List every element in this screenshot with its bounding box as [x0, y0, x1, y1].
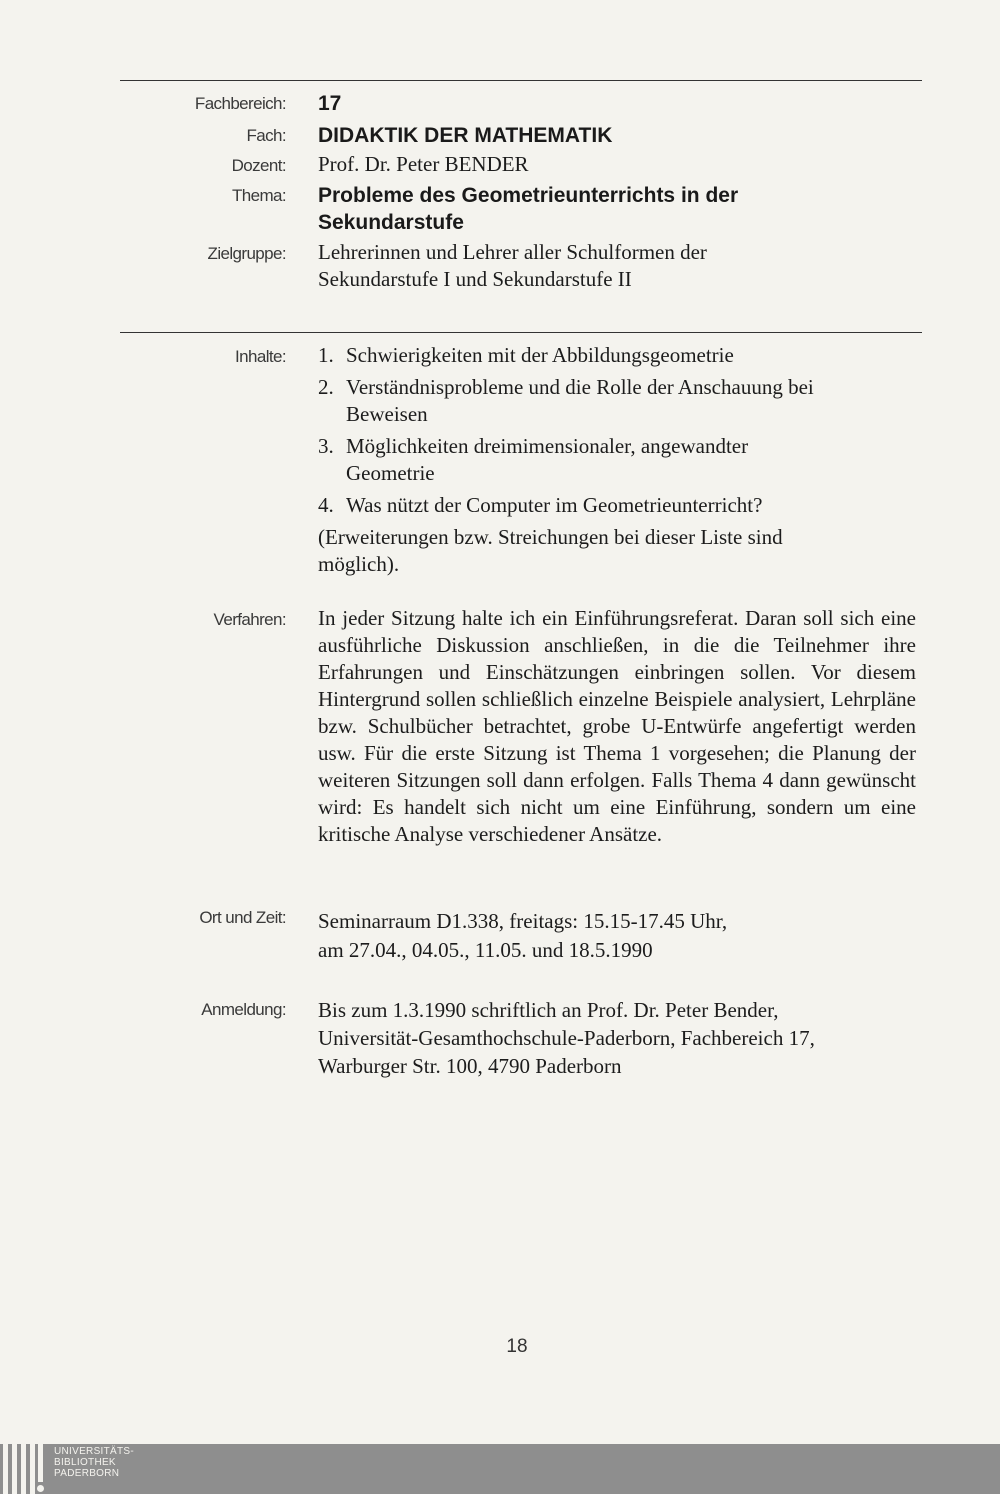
ort-zeit-label: Ort und Zeit:: [199, 908, 286, 927]
section-divider: [120, 332, 922, 333]
library-name-line-1: UNIVERSITÄTS-: [54, 1446, 135, 1457]
ort-zeit-value: [318, 907, 922, 965]
library-name-line-3: PADERBORN: [54, 1468, 120, 1479]
list-item: [318, 433, 922, 487]
fach-label: Fach:: [246, 126, 286, 145]
ort-zeit-line-1: Seminarraum D1.338, freitags: 15.15-17.45 Uhr,: [318, 909, 728, 933]
anmeldung-line-1: Bis zum 1.3.1990 schriftlich an Prof. Dr. Peter Bender,: [318, 998, 779, 1022]
anmeldung-line-2: Universität-Gesamthochschule-Paderborn, Fachbereich 17,: [318, 1026, 815, 1050]
dozent-label: Dozent:: [231, 156, 286, 175]
list-item-number: 4.: [318, 493, 334, 517]
zielgruppe-line-1: Lehrerinnen und Lehrer aller Schulformen der: [318, 240, 707, 264]
list-note-line-2: möglich).: [318, 552, 400, 576]
anmeldung-label: Anmeldung:: [201, 1000, 286, 1019]
list-item: [318, 342, 922, 369]
list-item-text: Möglichkeiten dreimimensionaler, angewandter: [346, 434, 749, 458]
list-item-text-continued: Geometrie: [346, 461, 435, 485]
anmeldung-value: [318, 996, 922, 1080]
verfahren-text: In jeder Sitzung halte ich ein Einführungsreferat. Daran soll sich eine ausführliche Diskussion anschließen, in die die Teilnehmer ihre Erfahrungen und Einschätzungen einbringen sollen. Vor diesem Hintergrund sollen schließlich einzelne Beispiele analysiert, Lehrpläne bzw. Schulbücher betrachtet, grobe U-Entwürfe angefertigt werden usw. Für die erste Sitzung ist Thema 1 vorgesehen; die Planung der weiteren Sitzungen soll dann erfolgen. Falls Thema 4 dann gewünscht wird: Es handelt sich nicht um eine Einführung, sondern um eine kritische Analyse verschiedener Ansätze.: [318, 606, 916, 846]
fachbereich-label: Fachbereich:: [194, 94, 286, 113]
list-item-text-continued: Beweisen: [346, 402, 428, 426]
list-item: [318, 374, 922, 428]
thema-line-2: Sekundarstufe: [318, 211, 464, 234]
thema-value: [318, 182, 922, 236]
list-item-text: Was nützt der Computer im Geometrieunterricht?: [346, 493, 763, 517]
anmeldung-line-3: Warburger Str. 100, 4790 Paderborn: [318, 1054, 622, 1078]
thema-label: Thema:: [231, 186, 286, 205]
library-name: [54, 1446, 134, 1479]
zielgruppe-label: Zielgruppe:: [207, 244, 286, 263]
inhalte-label: Inhalte:: [235, 347, 286, 366]
list-item-text: Verständnisprobleme und die Rolle der Anschauung bei: [346, 375, 814, 399]
library-name-line-2: BIBLIOTHEK: [54, 1457, 116, 1468]
list-note-line-1: (Erweiterungen bzw. Streichungen bei dieser Liste sind: [318, 525, 783, 549]
fachbereich-value: 17: [318, 92, 342, 115]
zielgruppe-line-2: Sekundarstufe I und Sekundarstufe II: [318, 267, 632, 291]
inhalte-content: [318, 342, 922, 578]
ort-zeit-line-2: am 27.04., 04.05., 11.05. und 18.5.1990: [318, 938, 653, 962]
fach-value: DIDAKTIK DER MATHEMATIK: [318, 124, 613, 147]
list-item-text: Schwierigkeiten mit der Abbildungsgeometrie: [346, 343, 734, 367]
library-footer: [0, 1444, 1000, 1494]
contents-list: [318, 342, 922, 519]
verfahren-label: Verfahren:: [213, 610, 286, 629]
zielgruppe-value: [318, 239, 922, 293]
library-logo-dot: [37, 1485, 44, 1492]
top-divider: [120, 80, 922, 81]
thema-line-1: Probleme des Geometrieunterrichts in der: [318, 184, 739, 207]
list-item: [318, 492, 922, 519]
list-item-number: 1.: [318, 343, 334, 367]
dozent-value: Prof. Dr. Peter BENDER: [318, 152, 529, 176]
list-item-number: 3.: [318, 434, 334, 458]
list-item-number: 2.: [318, 375, 334, 399]
list-note: [318, 524, 922, 578]
page-number: 18: [506, 1336, 528, 1357]
